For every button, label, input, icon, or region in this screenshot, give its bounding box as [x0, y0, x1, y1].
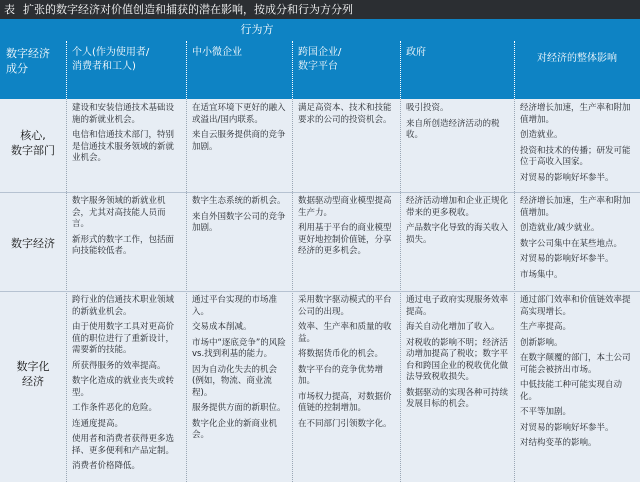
cell-paragraph: 由于使用数字工具对更高价值的职位进行了重新设计，需要新的技能。 — [72, 322, 175, 355]
platforms-header: 跨国企业/ 数字平台 — [292, 41, 400, 99]
cell-paragraph: 电信和信通技术部门，特别是信通技术服务领域的新就业机会。 — [72, 130, 175, 163]
cell-paragraph: 经济增长加速，生产率和附加值增加。 — [520, 196, 631, 218]
cell-paragraph: 在数字颠覆的部门，本土公司可能会被挤出市场。 — [520, 353, 631, 375]
components-header: 数字经济 成分 — [0, 41, 66, 99]
cell-paragraph: 跨行业的信通技术职业领域的新就业机会。 — [72, 295, 175, 317]
cell-core-overall — [520, 103, 636, 188]
cell-core-individuals — [72, 103, 182, 169]
cell-paragraph: 创造就业。 — [520, 130, 563, 140]
cell-paragraph: 在不同部门引领数字化。 — [298, 418, 392, 429]
actors-group-header: 行为方 — [0, 19, 514, 41]
cell-paragraph: 市场权力提高，对数据价值链的控制增加。 — [298, 391, 392, 413]
cell-paragraph: 数字服务领域的新就业机会，尤其对高技能人员而言。 — [72, 196, 166, 229]
cell-paragraph: 通过部门效率和价值链效率提高实现增长。 — [520, 295, 631, 317]
cell-paragraph: 效率、生产率和质量的收益。 — [298, 322, 392, 344]
cell-paragraph: 对贸易的影响好坏参半。 — [520, 422, 614, 433]
header-divider — [186, 41, 187, 99]
cell-paragraph: 新形式的数字工作，包括面向技能较低者。 — [72, 234, 175, 256]
table-title-text: 扩张的数字经济对价值创造和捕获的潜在影响，按成分和行为方分列 — [23, 3, 353, 16]
cell-paragraph: 经济增长加速，生产率和附加值增加。 — [520, 103, 631, 125]
cell-paragraph: 数字生态系统的新机会。 — [192, 196, 286, 206]
cell-paragraph: 来自外国数字公司的竞争加剧。 — [192, 211, 286, 233]
cell-paragraph: 消费者价格降低。 — [72, 461, 141, 471]
header-divider — [292, 41, 293, 99]
cell-paragraph: 数字公司集中在某些地点。 — [520, 238, 623, 249]
cell-paragraph: 数字化造成的就业丧失或转型。 — [72, 376, 175, 398]
cell-paragraph: 投资和技术的传播；研发可能位于高收入国家。 — [520, 145, 631, 167]
cell-paragraph: 交易成本削减。 — [192, 322, 252, 332]
cell-paragraph: 将数据货币化的机会。 — [298, 349, 384, 359]
table-title — [0, 0, 640, 19]
cell-paragraph: 数字化企业的新商业机会。 — [192, 418, 278, 440]
cell-paragraph: 采用数字驱动模式的平台公司的出现。 — [298, 295, 392, 317]
cell-paragraph: 因为自动化失去的机会(例如，物流、商业流程)。 — [192, 364, 278, 398]
cell-paragraph: 对税收的影响不明；经济活动增加提高了税收；数字平台和跨国企业的税收优化做法导致税收损失。 — [406, 337, 509, 382]
cell-paragraph: 吸引投资。 — [406, 103, 449, 113]
overall-impact-header: 对经济的整体影响 — [514, 19, 640, 99]
header-divider — [400, 41, 401, 99]
cell-paragraph: 经济活动增加和企业正规化带来的更多税收。 — [406, 196, 509, 218]
cell-paragraph: 市场集中。 — [520, 269, 563, 280]
cell-paragraph: 服务提供方面的新职位。 — [192, 403, 286, 413]
cell-paragraph: 对贸易的影响好坏参半。 — [520, 172, 614, 183]
cell-paragraph: 创新影响。 — [520, 337, 563, 348]
cell-de-msme — [192, 196, 288, 239]
cell-paragraph: 来自云服务提供商的竞争加剧。 — [192, 130, 286, 152]
cell-paragraph: 连通度提高。 — [72, 418, 124, 429]
cell-core-platforms — [298, 103, 396, 130]
cell-paragraph: 所获得服务的效率提高。 — [72, 360, 166, 371]
cell-paragraph: 在适宜环境下更好的融入或溢出/国内联系。 — [192, 103, 286, 125]
cell-paragraph: 对结构变革的影响。 — [520, 438, 597, 448]
cell-paragraph: 创造就业/减少就业。 — [520, 223, 600, 233]
cell-paragraph: 使用者和消费者获得更多选择、更多便利和产品定制。 — [72, 434, 175, 456]
header-divider — [514, 41, 515, 99]
cell-de-platforms — [298, 196, 396, 262]
cell-dze-overall — [520, 295, 636, 454]
row-label-core: 核心, 数字部门 — [11, 129, 55, 157]
cell-dze-msme — [192, 295, 288, 446]
cell-core-msme — [192, 103, 288, 157]
msme-header: 中小微企业 — [186, 41, 292, 99]
cell-dze-individuals — [72, 295, 182, 477]
cell-dze-government — [406, 295, 510, 415]
table-label: 表 — [4, 3, 15, 16]
row-label-digital-economy: 数字经济 — [11, 237, 55, 250]
government-header: 政府 — [400, 41, 514, 99]
cell-paragraph: 建设和安装信通技术基础设施的新就业机会。 — [72, 103, 175, 125]
cell-paragraph: 数据驱动的实现各种可持续发展目标的机会。 — [406, 387, 509, 409]
cell-paragraph: 工作条件恶化的危险。 — [72, 403, 158, 413]
row-divider — [0, 291, 640, 292]
header-divider — [66, 41, 67, 99]
cell-paragraph: 不平等加剧。 — [520, 407, 572, 417]
cell-paragraph: 中低技能工种可能实现自动化。 — [520, 380, 623, 402]
cell-paragraph: 通过电子政府实现服务效率提高。 — [406, 295, 509, 317]
individuals-header: 个人(作为使用者/ 消费者和工人) — [66, 41, 186, 99]
cell-paragraph: 来自所创造经济活动的税收。 — [406, 118, 500, 140]
cell-paragraph: 对贸易的影响好坏参半。 — [520, 254, 614, 264]
cell-de-individuals — [72, 196, 182, 262]
cell-paragraph: 满足高资本、技术和技能要求的公司的投资机会。 — [298, 103, 392, 125]
cell-paragraph: 生产率提高。 — [520, 322, 572, 332]
cell-paragraph: 利用基于平台的商业模型更好地控制价值链，分享经济的更多机会。 — [298, 223, 392, 256]
cell-de-overall — [520, 196, 636, 285]
cell-paragraph: 数字平台的竞争优势增加。 — [298, 364, 384, 386]
cell-paragraph: 产品数字化导致的海关收入损失。 — [406, 223, 509, 245]
cell-dze-platforms — [298, 295, 396, 434]
cell-de-government — [406, 196, 510, 250]
row-divider — [0, 192, 640, 193]
cell-paragraph: 市场中“逐底竞争”的风险vs.找到利基的能力。 — [192, 337, 286, 359]
cell-paragraph: 通过平台实现的市场准入。 — [192, 295, 278, 317]
cell-core-government — [406, 103, 510, 146]
cell-paragraph: 海关自动化增加了收入。 — [406, 322, 500, 332]
impact-table — [0, 19, 640, 482]
cell-paragraph: 数据驱动型商业模型提高生产力。 — [298, 196, 392, 218]
row-label-digitalized-economy: 数字化 经济 — [16, 360, 50, 388]
